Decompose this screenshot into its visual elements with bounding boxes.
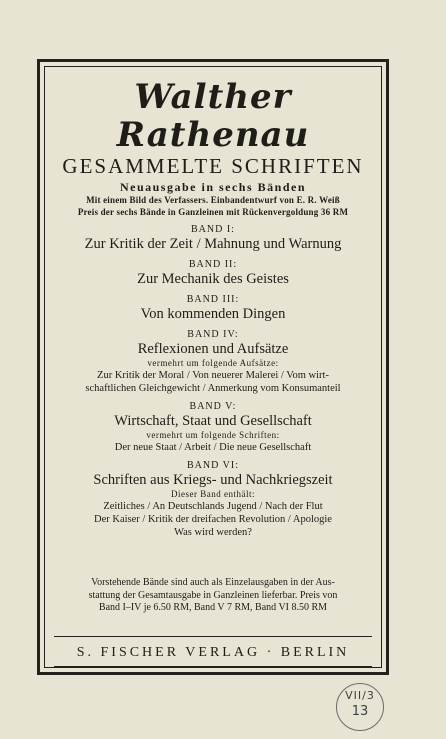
edition-line: Neuausgabe in sechs Bänden — [119, 180, 307, 194]
band-note: vermehrt um folgende Aufsätze: — [147, 358, 279, 368]
publisher-line: S. FISCHER VERLAG · BERLIN — [76, 645, 350, 660]
band-title: Reflexionen und Aufsätze — [137, 341, 289, 357]
band-title: Wirtschaft, Staat und Gesellschaft — [114, 413, 312, 429]
divider-bottom — [54, 666, 372, 667]
band-title: Zur Kritik der Zeit / Mahnung und Warnung — [84, 236, 342, 252]
stamp-bottom: 13 — [351, 704, 369, 719]
band-6 — [50, 460, 376, 539]
collection-title: GESAMMELTE SCHRIFTEN — [62, 154, 364, 178]
band-2 — [50, 259, 376, 288]
band-1 — [50, 224, 376, 253]
band-contents-line: Was wird werden? — [174, 527, 252, 538]
band-title: Von kommenden Dingen — [140, 306, 286, 322]
band-title: Schriften aus Kriegs- und Nachkriegszeit — [93, 472, 333, 488]
price-note: Preis der sechs Bände in Ganzleinen mit Rückenvergoldung 36 RM — [77, 207, 349, 217]
library-stamp — [336, 683, 384, 731]
band-contents-line: schaftlichen Gleichgewicht / Anmerkung vom Konsumanteil — [85, 383, 341, 394]
band-label: BAND VI: — [187, 460, 239, 471]
footer-note — [58, 577, 368, 615]
stamp-top: VII/3 — [345, 689, 375, 702]
footer-line: Vorstehende Bände sind auch als Einzelausgaben in der Aus- — [91, 577, 335, 588]
band-label: BAND I: — [191, 224, 235, 235]
band-label: BAND V: — [189, 401, 237, 412]
band-contents-line: Zur Kritik der Moral / Von neuerer Malerei / Vom wirt- — [97, 370, 329, 381]
author-name: Walther Rathenau — [116, 77, 310, 155]
footer-line: Band I–IV je 6.50 RM, Band V 7 RM, Band VI 8.50 RM — [98, 602, 328, 613]
band-note: Dieser Band enthält: — [171, 489, 255, 499]
band-contents-line: Der Kaiser / Kritik der dreifachen Revolution / Apologie — [94, 514, 332, 525]
footer-line: stattung der Gesamtausgabe in Ganzleinen lieferbar. Preis von — [88, 589, 338, 601]
band-label: BAND II: — [188, 259, 238, 270]
advertisement-body — [50, 70, 376, 539]
divider-top — [54, 636, 372, 637]
band-contents-line: Zeitliches / An Deutschlands Jugend / Nach der Flut — [103, 501, 323, 512]
band-title: Zur Mechanik des Geistes — [137, 271, 289, 287]
band-label: BAND III: — [186, 294, 240, 305]
band-3 — [50, 294, 376, 323]
band-5 — [50, 401, 376, 454]
band-4 — [50, 329, 376, 395]
band-label: BAND IV: — [187, 329, 239, 340]
band-note: vermehrt um folgende Schriften: — [146, 430, 280, 440]
band-contents-line: Der neue Staat / Arbeit / Die neue Gesellschaft — [114, 442, 312, 453]
edition-note: Mit einem Bild des Verfassers. Einbandentwurf von E. R. Weiß — [86, 195, 340, 205]
